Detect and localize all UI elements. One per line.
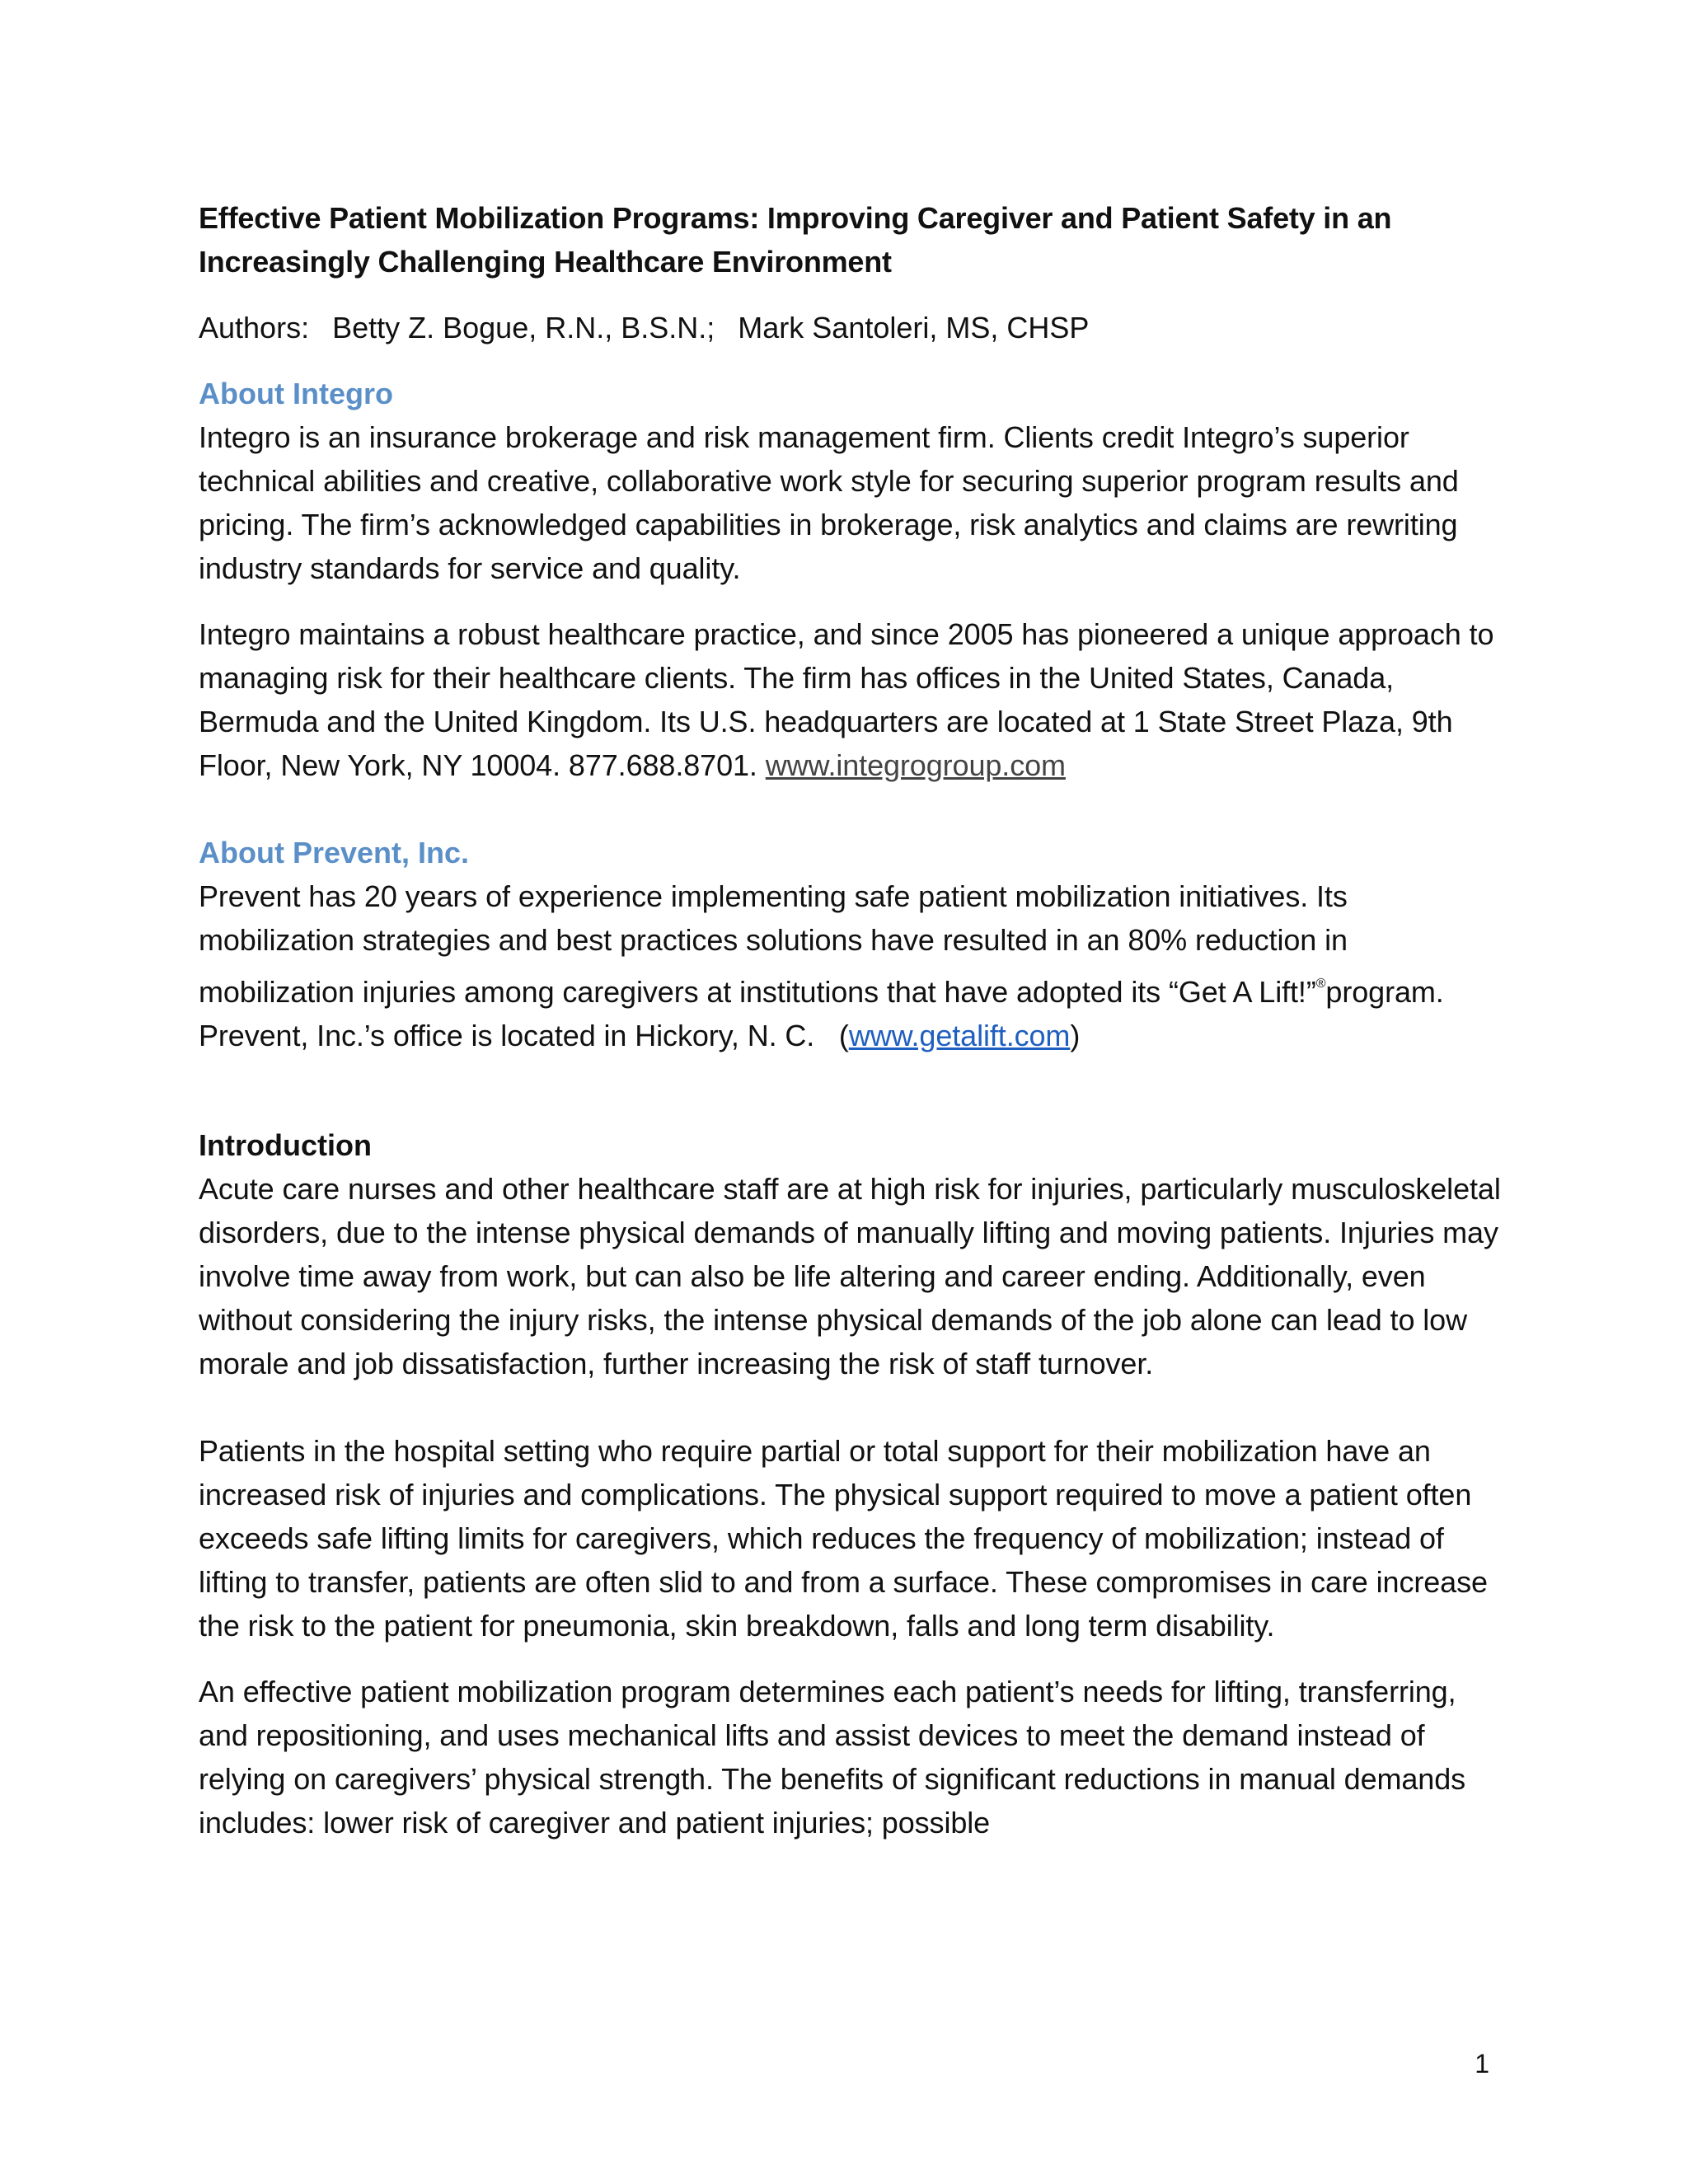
document-body bbox=[199, 196, 1501, 1844]
author-santoleri: Mark Santoleri, MS, CHSP bbox=[738, 311, 1090, 344]
link-open-paren: ( bbox=[838, 1019, 849, 1052]
link-close-paren: ) bbox=[1070, 1019, 1081, 1052]
introduction-paragraph-2: Patients in the hospital setting who require partial or total support for their mobilization have an increased risk of injuries and complications. The physical support required to move a patient often exceeds safe lifting limits for caregivers, which reduces the frequency of mobilization; instead of lifting to transfer, patients are often slid to and from a surface. These compromises in care increase the risk to the patient for pneumonia, skin breakdown, falls and long term disability. bbox=[199, 1434, 1488, 1643]
about-prevent-text-start: Prevent has 20 years of experience implementing safe patient mobilization initiatives. Its mobilization strategies and best practices solutions have resulted in an 80% reduction in mobilization injuries among caregivers at institutions that have adopted its “Get A Lift!” bbox=[199, 879, 1348, 1009]
introduction-heading: Introduction bbox=[199, 1128, 372, 1162]
about-prevent-heading: About Prevent, Inc. bbox=[199, 836, 470, 869]
about-integro-heading: About Integro bbox=[199, 377, 393, 410]
introduction-paragraph-1: Acute care nurses and other healthcare staff are at high risk for injuries, particularly musculoskeletal disorders, due to the intense physical demands of manually lifting and moving patients. Injuries may involve time away from work, but can also be life altering and career ending. Additionally, even without considering the injury risks, the intense physical demands of the job alone can lead to low morale and job dissatisfaction, further increasing the risk of staff turnover. bbox=[199, 1172, 1501, 1380]
about-integro-paragraph-2-text: Integro maintains a robust healthcare practice, and since 2005 has pioneered a unique approach to managing risk for their healthcare clients. The firm has offices in the United States, Canada, Bermuda and the United Kingdom. Its U.S. headquarters are located at 1 State Street Plaza, 9th Floor, New York, NY 10004. 877.688.8701. bbox=[199, 617, 1494, 782]
registered-trademark-mark: ® bbox=[1315, 977, 1326, 991]
getalift-website-link[interactable]: www.getalift.com bbox=[848, 1019, 1071, 1052]
authors-label: Authors: bbox=[199, 311, 310, 344]
about-prevent-text-end: program. Prevent, Inc.’s office is located in Hickory, N. C. bbox=[199, 975, 1444, 1052]
about-integro-paragraph-2 bbox=[199, 612, 1501, 787]
page-number: 1 bbox=[1475, 2049, 1489, 2079]
about-prevent-paragraph bbox=[199, 874, 1501, 1057]
integro-website-link[interactable]: www.integrogroup.com bbox=[765, 748, 1066, 782]
authors-line bbox=[199, 306, 1501, 349]
about-integro-paragraph-1: Integro is an insurance brokerage and risk management firm. Clients credit Integro’s superior technical abilities and creative, collaborative work style for securing superior program results and pricing. The firm’s acknowledged capabilities in brokerage, risk analytics and claims are rewriting industry standards for service and quality. bbox=[199, 420, 1459, 585]
document-title: Effective Patient Mobilization Programs: Improving Caregiver and Patient Safety in an Increasingly Challenging Healthcare Environment bbox=[199, 201, 1392, 279]
introduction-paragraph-3: An effective patient mobilization program determines each patient’s needs for lifting, transferring, and repositioning, and uses mechanical lifts and assist devices to meet the demand instead of relying on caregivers’ physical strength. The benefits of significant reductions in manual demands includes: lower risk of caregiver and patient injuries; possible bbox=[199, 1675, 1466, 1840]
author-bogue: Betty Z. Bogue, R.N., B.S.N.; bbox=[332, 311, 715, 344]
